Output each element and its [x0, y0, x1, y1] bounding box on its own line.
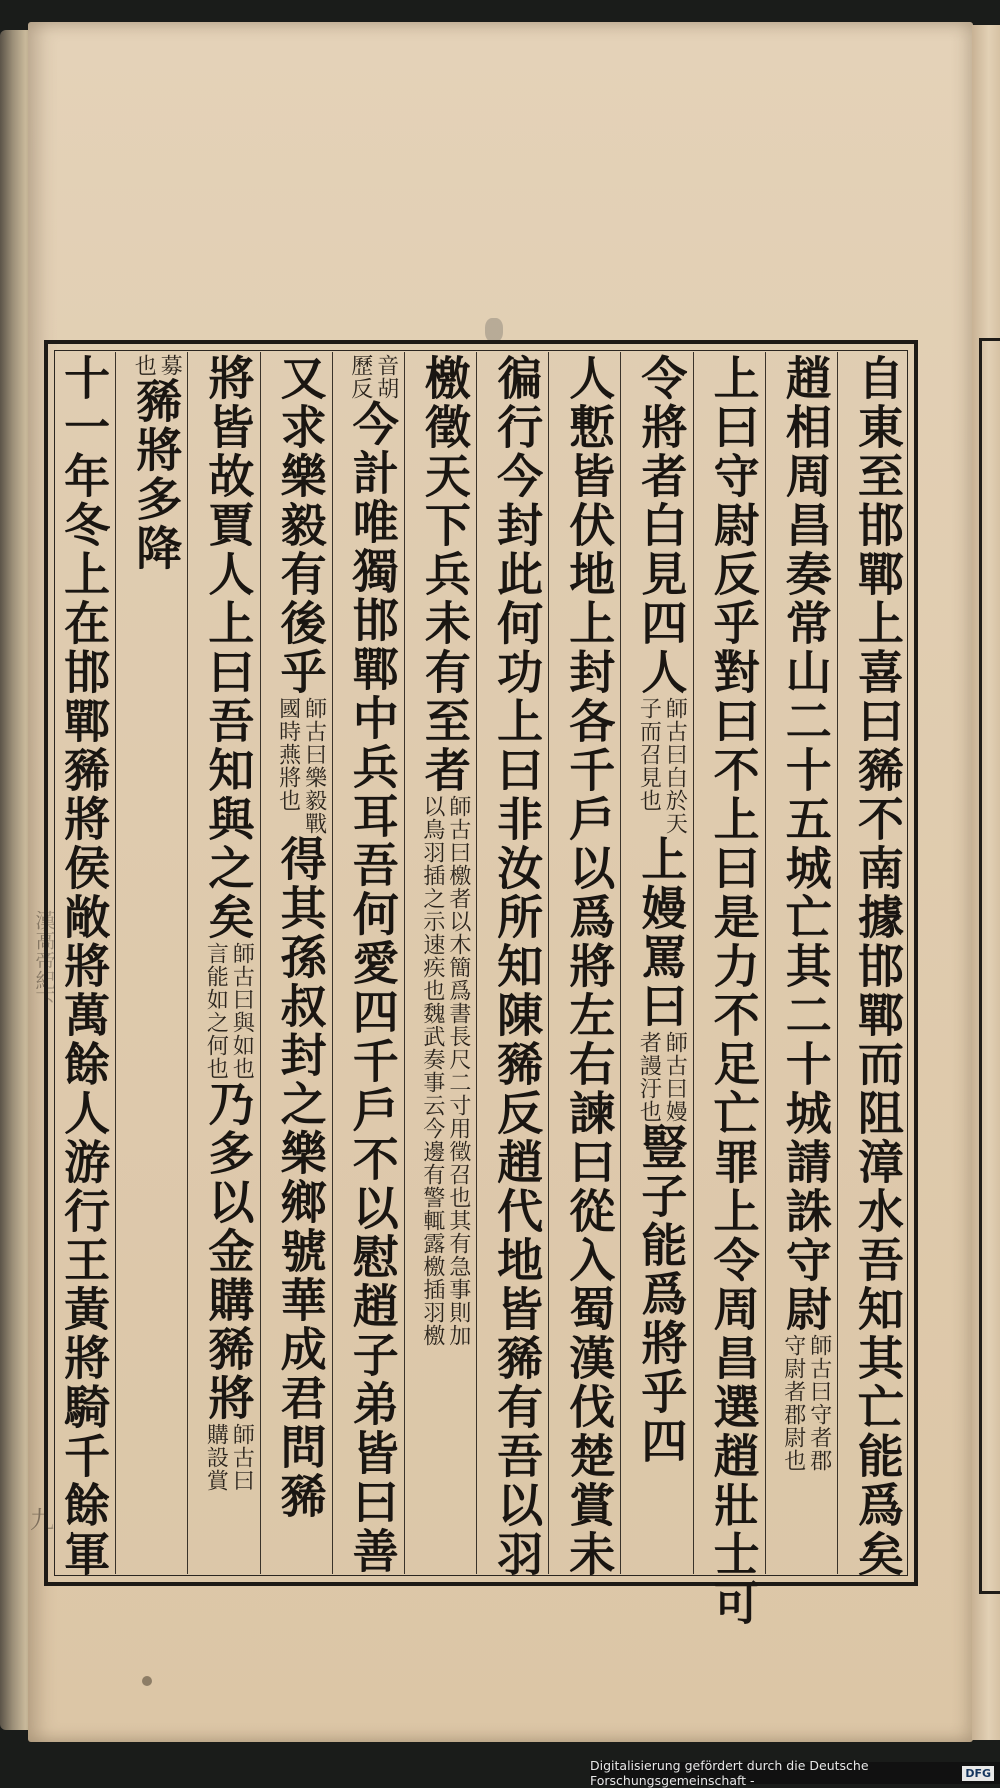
margin-title: 漢高帝紀下: [32, 910, 56, 1010]
main-text-segment: 豨將多降: [129, 377, 184, 573]
column-divider: [693, 352, 694, 1574]
dfg-logo: DFG: [962, 1766, 994, 1781]
text-column: [53, 354, 115, 1579]
main-text-segment: 乃多以金購豨將: [201, 1080, 256, 1423]
next-page-frame: [979, 338, 1000, 1594]
column-divider: [332, 352, 333, 1574]
text-frame: [44, 340, 918, 1628]
main-text-segment: 得其孫叔封之樂鄉號華成君問豨: [273, 835, 328, 1521]
text-column: [847, 354, 909, 1579]
commentary-note: 師古曰守者郡 守尉者郡尉也: [780, 1334, 832, 1472]
commentary-note: 師古曰嫚 者謾汙也: [636, 1031, 688, 1123]
commentary-note: 募 也: [131, 354, 183, 377]
main-text-segment: 令將者白見四人: [634, 354, 689, 697]
text-column: [486, 354, 548, 1579]
text-column: [342, 354, 404, 1576]
text-column: [703, 354, 765, 1628]
main-text-segment: 檄徵天下兵未有至者: [417, 354, 472, 795]
main-text-segment: 上曰守尉反乎對曰不上曰是力不足亡罪上令周昌選趙壯士可: [706, 354, 761, 1628]
ink-dot: [142, 1676, 152, 1686]
text-column: [630, 354, 692, 1466]
column-divider: [765, 352, 766, 1574]
main-text-segment: 自東至邯鄲上喜曰豨不南據邯鄲而阻漳水吾知其亡能爲矣: [850, 354, 905, 1579]
column-divider: [115, 352, 116, 1574]
commentary-note: 師古曰 購設賞: [203, 1423, 255, 1492]
main-text-segment: 又求樂毅有後乎: [273, 354, 328, 697]
text-column: [558, 354, 620, 1579]
footer-text: Digitalisierung gefördert durch die Deutsche Forschungsgemeinschaft -: [590, 1758, 869, 1788]
column-divider: [260, 352, 261, 1574]
main-text-segment: 趙相周昌奏常山二十五城亡其二十城請誅守尉: [778, 354, 833, 1334]
digitization-footer: [590, 1758, 1000, 1788]
column-divider: [404, 352, 405, 1574]
main-text-segment: 豎子能爲將乎四: [634, 1123, 689, 1466]
ink-spot: [485, 318, 503, 342]
column-divider: [620, 352, 621, 1574]
main-text-segment: 人慙皆伏地上封各千戶以爲將左右諫曰從入蜀漢伐楚賞未: [562, 354, 617, 1579]
main-text-segment: 今計唯獨邯鄲中兵耳吾何愛四千戶不以慰趙子弟皆曰善: [345, 400, 400, 1576]
text-column: [775, 354, 837, 1472]
margin-page-number: 九: [30, 1506, 54, 1534]
commentary-note: 師古曰與如也 言能如之何也: [203, 942, 255, 1080]
commentary-note: 師古曰檄者以木簡爲書長尺二寸用徵召也其有急事則加 以鳥羽插之示速疾也魏武奏事云今邊有警輒露檄插羽檄: [419, 795, 471, 1347]
column-divider: [187, 352, 188, 1574]
commentary-note: 師古曰樂毅戰 國時燕將也: [275, 697, 327, 835]
column-divider: [548, 352, 549, 1574]
main-text-segment: 將皆故賈人上曰吾知與之矣: [201, 354, 256, 942]
commentary-note: 師古曰白於天 子而召見也: [636, 697, 688, 835]
commentary-note: 音胡 歷反: [347, 354, 399, 400]
text-column: [125, 354, 187, 573]
text-column: [197, 354, 259, 1492]
main-text-segment: 徧行今封此何功上曰非汝所知陳豨反趙代地皆豨有吾以羽: [490, 354, 545, 1579]
column-divider: [837, 352, 838, 1574]
text-column: [414, 354, 476, 1347]
column-divider: [476, 352, 477, 1574]
main-text-segment: 十一年冬上在邯鄲豨將侯敞將萬餘人游行王黃將騎千餘軍: [57, 354, 112, 1579]
text-column: [270, 354, 332, 1521]
main-text-segment: 上嫚罵曰: [634, 835, 689, 1031]
